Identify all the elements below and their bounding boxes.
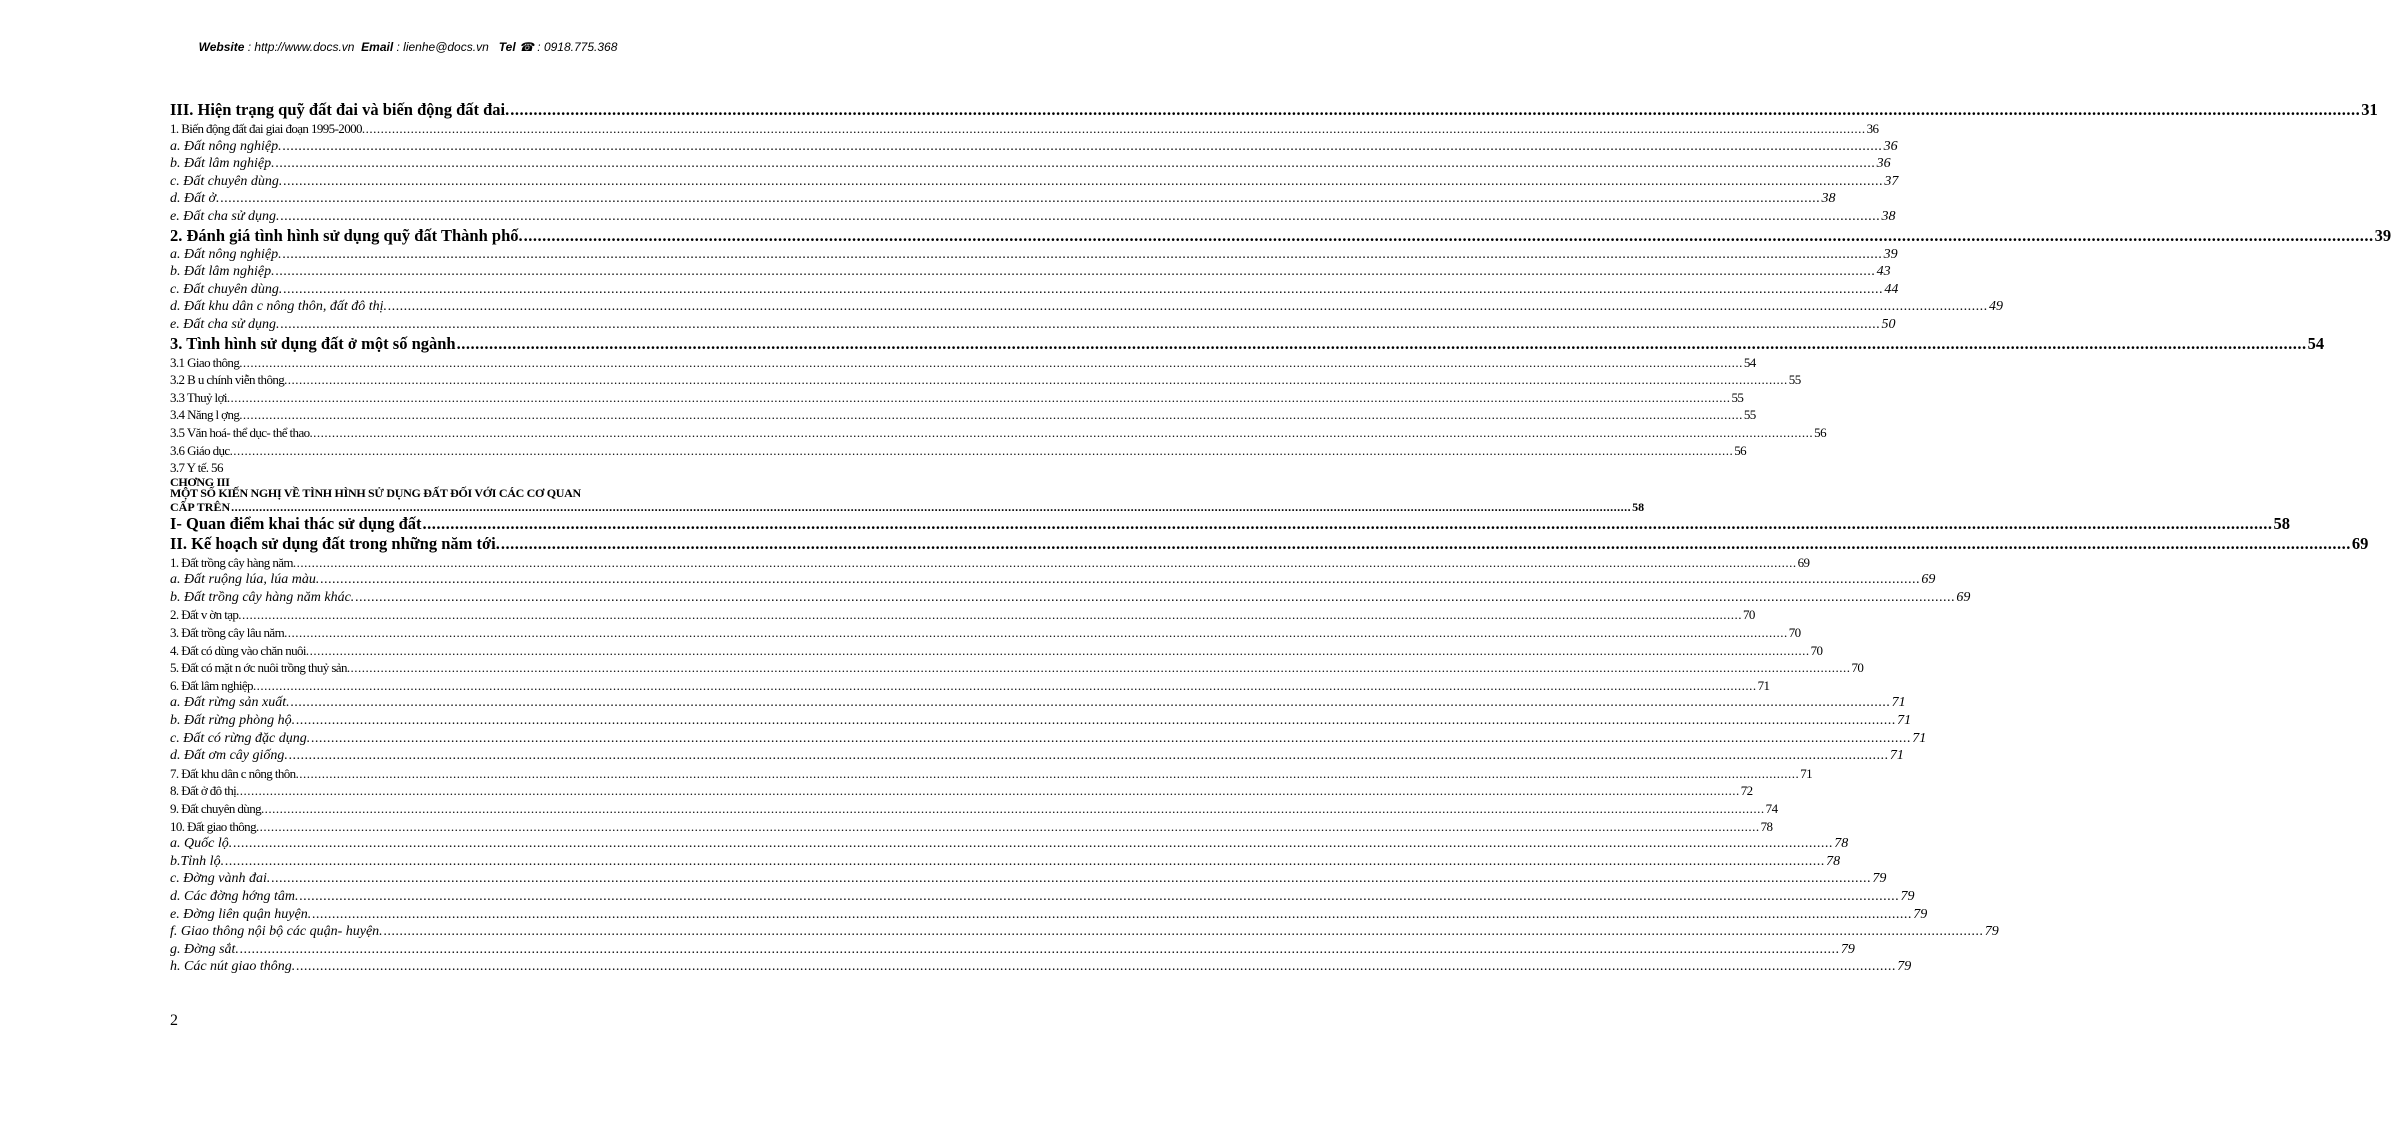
tel-number: ☎ : 0918.775.368: [515, 40, 618, 54]
toc-entry-title: 3. Đất trồng cây lâu năm.: [170, 625, 287, 641]
toc-dot-leader: ................................................................................................................................................................................................................................................................................................................................................................................................................: [287, 625, 1788, 641]
toc-entry-title: 3.3 Thuỷ lợi.: [170, 389, 230, 405]
toc-dot-leader: ................................................................................................................................................................................................................................................................................................................................................................................................................: [388, 299, 1988, 315]
toc-entry[interactable]: [170, 694, 1906, 712]
toc-entry-title: a. Đất nông nghiệp.: [170, 246, 282, 262]
toc-dot-leader: ................................................................................................................................................................................................................................................................................................................................................................................................................: [239, 783, 1740, 799]
toc-entry[interactable]: [170, 554, 1810, 572]
toc-entry[interactable]: [170, 333, 2325, 354]
website-sep: :: [244, 40, 255, 54]
toc-entry-title: b.Tỉnh lộ.: [170, 853, 225, 869]
email-address[interactable]: lienhe@docs.vn: [403, 40, 489, 54]
toc-dot-leader: ................................................................................................................................................................................................................................................................................................................................................................................................................: [287, 372, 1788, 388]
toc-dot-leader: ................................................................................................................................................................................................................................................................................................................................................................................................................: [231, 499, 1632, 514]
toc-dot-leader: ................................................................................................................................................................................................................................................................................................................................................................................................................: [275, 264, 1876, 280]
toc-entry[interactable]: [170, 406, 1756, 424]
toc-entry[interactable]: [170, 298, 2003, 316]
toc-entry-page: 69: [1921, 572, 1936, 588]
toc-entry-title: e. Đất cha sử dụng.: [170, 208, 280, 224]
toc-entry[interactable]: [170, 642, 1823, 660]
toc-entry-page: 39: [1883, 246, 1898, 262]
toc-entry[interactable]: [170, 263, 1891, 281]
toc-entry[interactable]: [170, 958, 1912, 976]
toc-entry-title: 3.6 Giáo dục.: [170, 442, 233, 458]
toc-entry[interactable]: [170, 354, 1756, 372]
toc-entry[interactable]: [170, 155, 1891, 173]
toc-entry-page: 71: [1800, 765, 1813, 781]
toc-entry-title: a. Đất ruộng lúa, lúa màu.: [170, 572, 320, 588]
toc-entry-page: 70: [1788, 625, 1801, 641]
toc-dot-leader: ................................................................................................................................................................................................................................................................................................................................................................................................................: [242, 407, 1743, 423]
toc-dot-leader: ................................................................................................................................................................................................................................................................................................................................................................................................................: [288, 748, 1889, 764]
toc-entry-page: 69: [1956, 589, 1971, 605]
toc-entry-title: c. Đất có rừng đặc dụng.: [170, 730, 311, 746]
toc-dot-leader: ................................................................................................................................................................................................................................................................................................................................................................................................................: [383, 924, 1984, 940]
toc-entry-title: III. Hiện trạng quỹ đất đai và biến động đất đai.: [170, 100, 510, 119]
toc-entry[interactable]: [170, 488, 762, 500]
toc-dot-leader: ................................................................................................................................................................................................................................................................................................................................................................................................................: [239, 941, 1840, 957]
toc-entry[interactable]: [170, 624, 1801, 642]
toc-entry-title: a. Quốc lộ.: [170, 836, 233, 852]
toc-entry[interactable]: [170, 371, 1801, 389]
toc-entry-title: a. Đất nông nghiệp.: [170, 138, 282, 154]
toc-dot-leader: ................................................................................................................................................................................................................................................................................................................................................................................................................: [523, 225, 2374, 245]
toc-dot-leader: ................................................................................................................................................................................................................................................................................................................................................................................................................: [241, 607, 1742, 623]
email-label: Email: [361, 40, 394, 54]
toc-entry[interactable]: [170, 424, 1826, 442]
toc-entry-page: 55: [1731, 389, 1744, 405]
toc-entry-title: h. Các nút giao thông.: [170, 959, 296, 975]
toc-dot-leader: ................................................................................................................................................................................................................................................................................................................................................................................................................: [230, 389, 1731, 405]
email-sep: :: [393, 40, 404, 54]
toc-entry-page: 79: [1872, 871, 1887, 887]
toc-dot-leader: ................................................................................................................................................................................................................................................................................................................................................................................................................: [299, 888, 1900, 904]
toc-dot-leader: ................................................................................................................................................................................................................................................................................................................................................................................................................: [296, 959, 1897, 975]
toc-entry-title: g. Đờng sắt.: [170, 941, 239, 957]
toc-entry[interactable]: [170, 173, 1899, 191]
toc-dot-leader: ................................................................................................................................................................................................................................................................................................................................................................................................................: [456, 333, 2307, 353]
toc-entry-title: d. Các đờng hớng tâm.: [170, 888, 299, 904]
toc-dot-leader: ................................................................................................................................................................................................................................................................................................................................................................................................................: [510, 100, 2361, 119]
toc-entry-page: 44: [1884, 281, 1899, 297]
toc-dot-leader: ................................................................................................................................................................................................................................................................................................................................................................................................................: [320, 572, 1921, 588]
toc-entry[interactable]: [170, 499, 1645, 514]
toc-entry-title: b. Đất lâm nghiệp.: [170, 156, 275, 172]
toc-dot-leader: ................................................................................................................................................................................................................................................................................................................................................................................................................: [280, 208, 1881, 224]
toc-entry-page: 74: [1765, 801, 1778, 816]
toc-entry-page: 71: [1889, 748, 1904, 764]
toc-dot-leader: ................................................................................................................................................................................................................................................................................................................................................................................................................: [225, 853, 1826, 869]
toc-entry[interactable]: [170, 677, 1770, 695]
toc-entry-title: b. Đất trồng cây hàng năm khác.: [170, 589, 355, 605]
toc-entry[interactable]: [170, 208, 1896, 226]
toc-entry[interactable]: [170, 800, 1778, 818]
toc-entry[interactable]: [170, 782, 1753, 800]
toc-entry-page: 79: [1897, 959, 1912, 975]
toc-entry-page: 39: [2374, 225, 2391, 245]
toc-entry-title: d. Đất khu dân c nông thôn, đất đô thị.: [170, 299, 387, 315]
toc-dot-leader: ................................................................................................................................................................................................................................................................................................................................................................................................................: [296, 554, 1797, 570]
toc-entry-title: MỘT SỐ KIẾN NGHỊ VỀ TÌNH HÌNH SỬ DỤNG ĐẤT ĐỐI VỚI CÁC CƠ QUAN: [170, 486, 581, 501]
toc-entry[interactable]: [170, 533, 2369, 554]
toc-dot-leader: ................................................................................................................................................................................................................................................................................................................................................................................................................: [220, 191, 1821, 207]
toc-dot-leader: ................................................................................................................................................................................................................................................................................................................................................................................................................: [312, 906, 1913, 922]
toc-dot-leader: ................................................................................................................................................................................................................................................................................................................................................................................................................: [280, 316, 1881, 332]
toc-entry-title: b. Đất rừng phòng hộ.: [170, 713, 296, 729]
toc-entry-title: c. Đờng vành đai.: [170, 871, 271, 887]
toc-entry-title: CHƠNG III: [170, 474, 230, 489]
toc-dot-leader: ................................................................................................................................................................................................................................................................................................................................................................................................................: [259, 818, 1760, 834]
toc-entry[interactable]: [170, 281, 1899, 299]
toc-dot-leader: ................................................................................................................................................................................................................................................................................................................................................................................................................: [282, 138, 1883, 154]
toc-entry-page: 78: [1826, 853, 1841, 869]
toc-entry-title: CẤP TRÊN: [170, 499, 231, 514]
toc-entry-title: e. Đất cha sử dụng.: [170, 316, 280, 332]
toc-dot-leader: ................................................................................................................................................................................................................................................................................................................................................................................................................: [283, 173, 1884, 189]
toc-entry-title: 3. Tình hình sử dụng đất ở một số ngành: [170, 333, 456, 353]
page-header: [0, 40, 816, 54]
toc-entry-page: 43: [1876, 264, 1891, 280]
toc-entry-title: 5. Đất có mặt n ớc nuôi trồng thuỷ sản.: [170, 660, 350, 676]
toc-entry-title: f. Giao thông nội bộ các quận- huyện.: [170, 924, 383, 940]
toc-entry[interactable]: [170, 923, 1999, 941]
toc-entry[interactable]: [170, 888, 1915, 906]
toc-dot-leader: ................................................................................................................................................................................................................................................................................................................................................................................................................: [350, 660, 1851, 676]
toc-dot-leader: ................................................................................................................................................................................................................................................................................................................................................................................................................: [313, 424, 1814, 440]
toc-entry[interactable]: [170, 246, 1898, 264]
toc-entry-title: c. Đất chuyên dùng.: [170, 173, 283, 189]
toc-entry-page: 55: [1788, 372, 1801, 388]
toc-dot-leader: ................................................................................................................................................................................................................................................................................................................................................................................................................: [233, 836, 1834, 852]
toc-dot-leader: ................................................................................................................................................................................................................................................................................................................................................................................................................: [299, 765, 1800, 781]
toc-entry[interactable]: [170, 459, 762, 477]
toc-dot-leader: ................................................................................................................................................................................................................................................................................................................................................................................................................: [365, 121, 1866, 136]
page-number: 2: [170, 1012, 178, 1029]
toc-dot-leader: ................................................................................................................................................................................................................................................................................................................................................................................................................: [290, 695, 1891, 711]
toc-dot-leader: ................................................................................................................................................................................................................................................................................................................................................................................................................: [256, 677, 1757, 693]
toc-entry-title: b. Đất lâm nghiệp.: [170, 264, 275, 280]
toc-entry-page: 50: [1881, 316, 1896, 332]
toc-entry-title: I- Quan điểm khai thác sử dụng đất: [170, 513, 422, 533]
toc-entry-title: 6. Đất lâm nghiệp.: [170, 677, 256, 693]
toc-entry-page: 49: [1989, 299, 2003, 315]
toc-entry-page: 36: [1866, 121, 1879, 136]
toc-dot-leader: ................................................................................................................................................................................................................................................................................................................................................................................................................: [283, 281, 1884, 297]
website-url[interactable]: http://www.docs.vn: [254, 40, 355, 54]
toc-entry[interactable]: [170, 712, 1912, 730]
toc-entry[interactable]: [170, 906, 1928, 924]
toc-entry-page: 70: [1851, 660, 1864, 676]
toc-entry[interactable]: [170, 138, 1898, 156]
toc-entry-title: 10. Đất giao thông.: [170, 818, 259, 834]
toc-entry-title: 9. Đất chuyên dùng.: [170, 801, 264, 816]
toc-entry[interactable]: [170, 941, 1855, 959]
toc-entry[interactable]: [170, 818, 1773, 836]
toc-entry[interactable]: [170, 730, 1927, 748]
toc-entry-title: 3.7 Y tế. 56: [170, 460, 223, 476]
toc-entry-title: 1. Đất trồng cây hàng năm.: [170, 554, 296, 570]
toc-dot-leader: ................................................................................................................................................................................................................................................................................................................................................................................................................: [422, 513, 2273, 533]
toc-entry-page: 79: [1840, 941, 1855, 957]
toc-entry-page: 78: [1760, 818, 1773, 834]
toc-entry-page: 79: [1913, 906, 1928, 922]
toc-dot-leader: ................................................................................................................................................................................................................................................................................................................................................................................................................: [271, 871, 1872, 887]
toc-entry-page: 71: [1897, 713, 1912, 729]
toc-entry[interactable]: [170, 225, 2391, 246]
toc-entry-title: 3.2 B u chính viễn thông.: [170, 372, 287, 388]
toc-entry-title: e. Đờng liên quận huyện.: [170, 906, 312, 922]
toc-entry-page: 70: [1810, 642, 1823, 658]
toc-entry[interactable]: [170, 389, 1744, 407]
toc-entry-title: d. Đất ở.: [170, 191, 220, 207]
toc-entry-page: 31: [2361, 100, 2378, 119]
toc-entry-title: c. Đất chuyên dùng.: [170, 281, 283, 297]
toc-entry-page: 78: [1834, 836, 1849, 852]
toc-entry-page: 71: [1891, 695, 1906, 711]
toc-entry-page: 70: [1742, 607, 1755, 623]
toc-entry-page: 37: [1884, 173, 1899, 189]
toc-entry-page: 38: [1821, 191, 1836, 207]
toc-entry[interactable]: [170, 120, 1879, 138]
toc-entry-page: 71: [1757, 677, 1770, 693]
toc-entry-page: 38: [1881, 208, 1896, 224]
toc-entry-title: 4. Đất có dùng vào chăn nuôi.: [170, 642, 309, 658]
toc-entry-title: 3.1 Giao thông.: [170, 354, 242, 370]
toc-entry-page: 72: [1740, 783, 1753, 799]
toc-dot-leader: ................................................................................................................................................................................................................................................................................................................................................................................................................: [355, 589, 1956, 605]
toc-entry[interactable]: [170, 659, 1864, 677]
toc-entry-title: II. Kế hoạch sử dụng đất trong những năm tới.: [170, 533, 500, 553]
toc-entry-page: 58: [2273, 513, 2291, 533]
toc-entry-page: 54: [1743, 354, 1756, 370]
toc-entry-page: 36: [1883, 138, 1898, 154]
toc-entry-page: 56: [1814, 424, 1826, 440]
toc-entry[interactable]: [170, 571, 1936, 589]
toc-dot-leader: ................................................................................................................................................................................................................................................................................................................................................................................................................: [309, 642, 1810, 658]
toc-entry-title: d. Đất ơm cây giống.: [170, 748, 288, 764]
toc-entry[interactable]: [170, 316, 1896, 334]
toc-entry[interactable]: [170, 835, 1849, 853]
toc-entry[interactable]: [170, 513, 2291, 534]
toc-entry-page: 79: [1900, 888, 1915, 904]
toc-entry-title: a. Đất rừng sản xuất.: [170, 695, 290, 711]
toc-dot-leader: ................................................................................................................................................................................................................................................................................................................................................................................................................: [233, 442, 1734, 458]
toc-entry-page: 36: [1876, 156, 1891, 172]
toc-entry-page: 71: [1912, 730, 1927, 746]
toc-entry-title: 3.4 Năng l ợng.: [170, 407, 242, 423]
toc-entry-page: 54: [2307, 333, 2325, 353]
toc-dot-leader: ................................................................................................................................................................................................................................................................................................................................................................................................................: [275, 156, 1876, 172]
toc-entry[interactable]: [170, 853, 1841, 871]
toc-entry-page: 69: [2351, 533, 2369, 553]
toc-entry-title: 7. Đất khu dân c nông thôn.: [170, 765, 299, 781]
toc-entry[interactable]: [170, 100, 2378, 120]
toc-entry-title: 3.5 Văn hoá- thể dục- thể thao.: [170, 424, 313, 440]
toc-dot-leader: ................................................................................................................................................................................................................................................................................................................................................................................................................: [264, 801, 1765, 816]
toc-entry-page: 55: [1743, 407, 1756, 423]
toc-dot-leader: ................................................................................................................................................................................................................................................................................................................................................................................................................: [242, 354, 1743, 370]
toc-dot-leader: ................................................................................................................................................................................................................................................................................................................................................................................................................: [282, 246, 1883, 262]
toc-entry[interactable]: [170, 747, 1904, 765]
toc-entry-title: 1. Biến động đất đai giai đoạn 1995-2000.: [170, 121, 365, 136]
website-label: Website: [198, 40, 245, 54]
table-of-contents: [170, 100, 2391, 976]
toc-entry-page: 56: [1734, 442, 1747, 458]
toc-entry-page: 79: [1984, 924, 1999, 940]
toc-entry[interactable]: [170, 606, 1755, 624]
toc-entry[interactable]: [170, 589, 1971, 607]
toc-entry-page: 69: [1797, 554, 1810, 570]
toc-dot-leader: ................................................................................................................................................................................................................................................................................................................................................................................................................: [500, 533, 2351, 553]
toc-entry-page: 58: [1632, 499, 1645, 514]
toc-entry[interactable]: [170, 870, 1887, 888]
toc-dot-leader: ................................................................................................................................................................................................................................................................................................................................................................................................................: [311, 730, 1912, 746]
toc-entry[interactable]: [170, 442, 1747, 460]
toc-entry-title: 2. Đánh giá tình hình sử dụng quỹ đất Thành phố.: [170, 225, 523, 245]
tel-label: Tel: [498, 40, 516, 54]
toc-dot-leader: ................................................................................................................................................................................................................................................................................................................................................................................................................: [296, 713, 1897, 729]
toc-entry[interactable]: [170, 765, 1813, 783]
toc-entry-title: 8. Đất ở đô thị.: [170, 783, 239, 799]
toc-entry-title: 2. Đất v ờn tạp.: [170, 607, 241, 623]
toc-entry[interactable]: [170, 190, 1836, 208]
